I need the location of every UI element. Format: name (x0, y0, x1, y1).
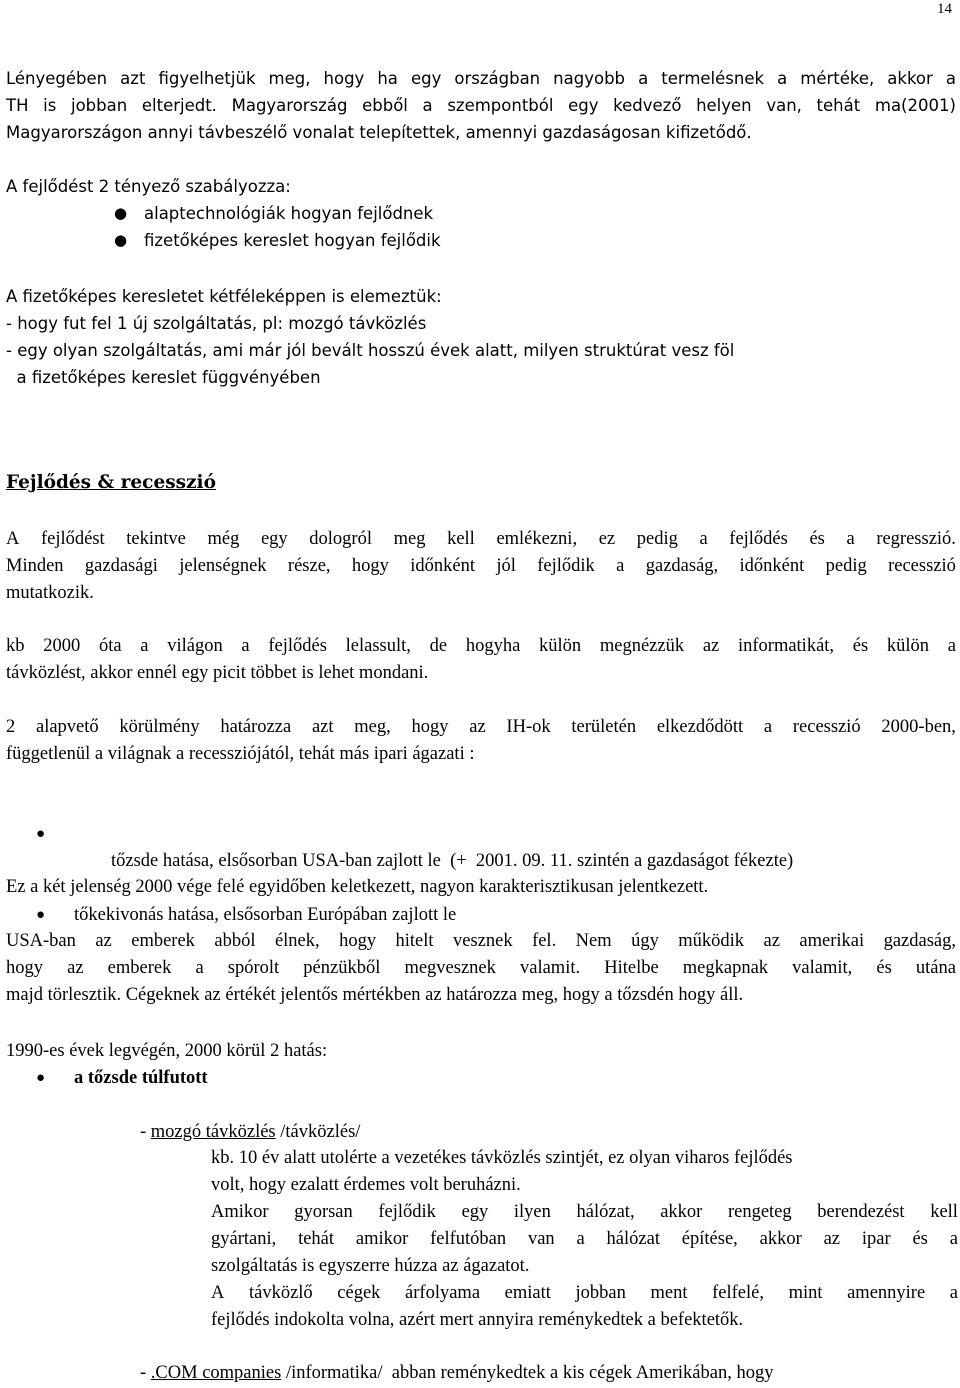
bullet-icon: ● (36, 907, 46, 923)
text-line: A távközlő cégek árfolyama emiatt jobban ment felfelé, mint amennyire a (211, 1283, 958, 1303)
list-item-text: tőzsde hatása, elsősorban USA-ban zajlott le (+ 2001. 09. 11. szintén a gazdaságot fékezte) (111, 851, 794, 871)
bullet-icon: ● (114, 204, 128, 222)
text-line: Ez a két jelenség 2000 vége felé egyidőben keletkezett, nagyon karakterisztikusan jelentkezett. (6, 877, 709, 897)
text-line: távközlést, akkor ennél egy picit többet is lehet mondani. (6, 663, 429, 683)
section-heading: Fejlődés & recesszió (6, 472, 216, 493)
text-line: volt, hogy ezalatt érdemes volt beruházni. (211, 1175, 521, 1195)
text-line: A fejlődést tekintve még egy dologról meg kell emlékezni, ez pedig a fejlődés és a regresszió. (6, 529, 956, 549)
list-item (36, 1065, 956, 1092)
bullet-icon: ● (114, 231, 128, 249)
text-line: Minden gazdasági jelenségnek része, hogy időnként jól fejlődik a gazdaság, időnként pedig recesszió (6, 556, 956, 576)
mobile-label: mozgó távközlés (150, 1122, 276, 1142)
text-line: szolgáltatás is egyszerre húzza az ágazatot. (211, 1256, 530, 1276)
text-line: Magyarországon annyi távbeszélő vonalat telepítettek, amennyi gazdaságosan kifizetődő. (6, 123, 752, 142)
bullet-icon: ● (36, 1070, 46, 1086)
text-line: függetlenül a világnak a recessziójától, tehát más ipari ágazati : (6, 744, 475, 764)
text-line: USA-ban az emberek abból élnek, hogy hitelt vesznek fel. Nem úgy működik az amerikai gazdaság, (6, 931, 956, 951)
list-item-text: tőkekivonás hatása, elsősorban Európában zajlott le (74, 905, 457, 925)
text-line: majd törlesztik. Cégeknek az értékét jelentős mértékben az határozza meg, hogy a tőzsdén hogy áll. (6, 985, 744, 1005)
text-line: - hogy fut fel 1 új szolgáltatás, pl: mozgó távközlés (6, 314, 427, 333)
paragraph-development (6, 526, 956, 607)
circumstances-list (6, 794, 956, 929)
text-line: Lényegében azt figyelhetjük meg, hogy ha egy országban nagyobb a termelésnek a mértéke, akkor a (6, 69, 956, 88)
text-line: TH is jobban elterjedt. Magyarország ebből a szempontból egy kedvező helyen van, tehát ma(2001) (6, 96, 956, 115)
mobile-suffix: /távközlés/ (275, 1122, 361, 1142)
paragraph-usa (6, 928, 956, 1009)
text-line: A fizetőképes keresletet kétféleképpen is elemeztük: (6, 287, 442, 306)
text-line: mutatkozik. (6, 583, 94, 603)
text-line: a fizetőképes kereslet függvényében (6, 368, 321, 387)
factors-list (6, 200, 956, 254)
list-item-text: alaptechnológiák hogyan fejlődnek (144, 204, 434, 223)
late90s-list (6, 1065, 956, 1092)
paragraph-phenomena (6, 874, 956, 901)
factors-title: A fejlődést 2 tényező szabályozza: (6, 177, 291, 196)
circumstances-block (6, 794, 956, 929)
com-row (140, 1360, 956, 1387)
list-item (36, 902, 956, 929)
factors-block (6, 173, 956, 254)
dash: - (140, 1122, 151, 1142)
mobile-detail (211, 1145, 958, 1334)
bullet-icon: ● (36, 826, 46, 842)
mobile-heading-row (140, 1119, 956, 1146)
text-line: hogy az emberek a spórolt pénzükből megvesznek valamit. Hitelbe megkapnak valamit, és utána (6, 958, 956, 978)
demand-block (6, 283, 956, 391)
late90s-title: 1990-es évek legvégén, 2000 körül 2 hatás: (6, 1041, 328, 1061)
page-number: 14 (937, 1, 952, 17)
com-suffix: /informatika/ abban reménykedtek a kis cégek Amerikában, hogy (281, 1363, 774, 1383)
text-line: 2 alapvető körülmény határozza azt meg, hogy az IH-ok területén elkezdődött a recesszió 2000-ben, (6, 717, 956, 737)
text-line: gyártani, tehát amikor felfutóban van a hálózat építése, akkor az ipar és a (211, 1229, 958, 1249)
com-label: .COM companies (150, 1363, 282, 1383)
text-line: fejlődés indokolta volna, azért mert annyira reménykedtek a befektetők. (211, 1310, 744, 1330)
text-line: kb. 10 év alatt utolérte a vezetékes távközlés szintjét, ez olyan viharos fejlődés (211, 1148, 793, 1168)
list-item (114, 227, 956, 254)
paragraph-slowdown (6, 633, 956, 687)
text-line: Amikor gyorsan fejlődik egy ilyen hálózat, akkor rengeteg berendezést kell (211, 1202, 958, 1222)
intro-paragraph (6, 65, 956, 146)
text-line: - egy olyan szolgáltatás, ami már jól bevált hosszú évek alatt, milyen struktúrat vesz föl (6, 341, 735, 360)
text-line: kb 2000 óta a világon a fejlődés lelassult, de hogyha külön megnézzük az informatikát, és külön a (6, 636, 956, 656)
list-item-text: a tőzsde túlfutott (74, 1068, 208, 1088)
list-item (114, 200, 956, 227)
list-item-text: fizetőképes kereslet hogyan fejlődik (144, 231, 441, 250)
paragraph-circumstances (6, 714, 956, 768)
section-heading-row (6, 469, 956, 497)
late90s-block (6, 1038, 956, 1092)
dash: - (140, 1363, 151, 1383)
